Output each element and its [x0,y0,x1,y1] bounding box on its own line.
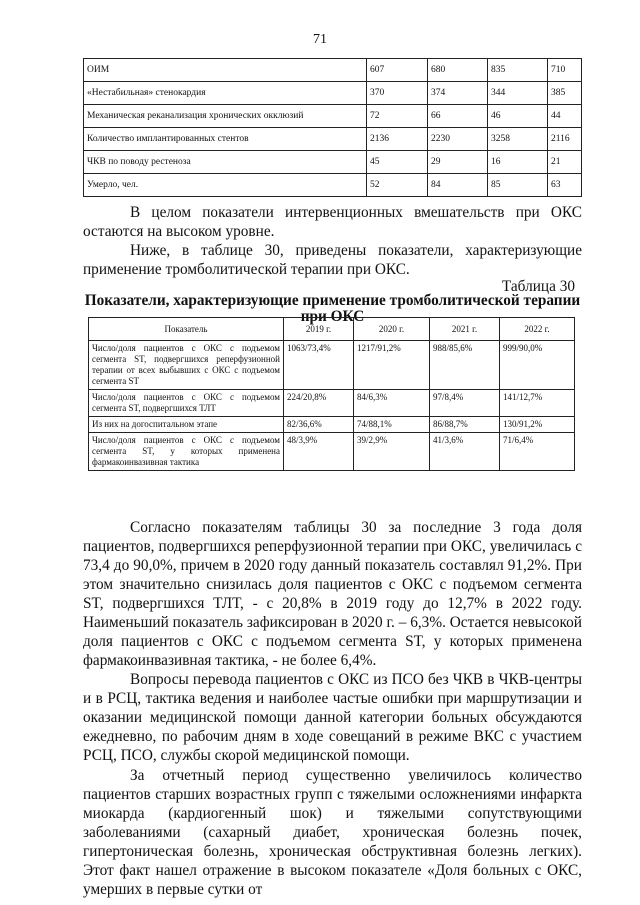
value-cell: 835 [488,59,548,82]
value-cell: 82/36,6% [284,417,354,433]
row-label: ОИМ [84,59,367,82]
value-cell: 97/8,4% [430,390,500,417]
value-cell: 29 [428,151,488,174]
row-label: Из них на догоспитальном этапе [89,417,284,433]
value-cell: 84/6,3% [354,390,430,417]
value-cell: 344 [488,82,548,105]
paragraph-summary: В целом показатели интервенционных вмешательств при ОКС остаются на высоком уровне. [83,204,582,240]
value-cell: 44 [548,105,582,128]
value-cell: 46 [488,105,548,128]
column-header: 2022 г. [500,318,575,341]
table-row [89,390,575,417]
paragraph-routing: Вопросы перевода пациентов с ОКС из ПСО без ЧКВ в ЧКВ-центры и в РСЦ, тактика ведения и наиболее частые ошибки при маршрутизации и оказании медицинской помощи данной категории больных обсуждаются ежедневно, по рабочим дням в ходе совещаний в режиме ВКС с участием РСЦ, ПСО, службы скорой медицинской помощи. [83,671,582,764]
value-cell: 63 [548,174,582,197]
value-cell: 224/20,8% [284,390,354,417]
value-cell: 84 [428,174,488,197]
row-label: «Нестабильная» стенокардия [84,82,367,105]
table-row [89,433,575,471]
row-label: Число/доля пациентов с ОКС с подъемом сегмента ST, подвергшихся реперфузионной терапии от всех выбывших с ОКС с подъемом сегмента ST [89,341,284,390]
column-header: Показатель [89,318,284,341]
value-cell: 52 [367,174,428,197]
row-label: Механическая реканализация хронических окклюзий [84,105,367,128]
paragraph-elderly-patients: За отчетный период существенно увеличилось количество пациентов старших возрастных групп с тяжелыми осложнениями инфаркта миокарда (кардиогенный шок) и тяжелыми сопутствующими заболеваниями (сахарный диабет, хроническая болезнь почек, гипертоническая болезнь, хроническая обструктивная болезнь легких). Этот факт нашел отражение в высоком показателе «Доля больных с ОКС, умерших в первые сутки от [83,767,582,898]
value-cell: 999/90,0% [500,341,575,390]
value-cell: 2230 [428,128,488,151]
value-cell: 988/85,6% [430,341,500,390]
value-cell: 86/88,7% [430,417,500,433]
row-label: Количество имплантированных стентов [84,128,367,151]
value-cell: 41/3,6% [430,433,500,471]
row-label: Умерло, чел. [84,174,367,197]
value-cell: 607 [367,59,428,82]
value-cell: 71/6,4% [500,433,575,471]
table-row [84,128,582,151]
table-row [84,105,582,128]
value-cell: 2116 [548,128,582,151]
value-cell: 16 [488,151,548,174]
value-cell: 72 [367,105,428,128]
value-cell: 370 [367,82,428,105]
value-cell: 1063/73,4% [284,341,354,390]
value-cell: 680 [428,59,488,82]
row-label: ЧКВ по поводу рестеноза [84,151,367,174]
row-label: Число/доля пациентов с ОКС с подъемом сегмента ST, подвергшихся ТЛТ [89,390,284,417]
row-label: Число/доля пациентов с ОКС с подъемом сегмента ST, у которых применена фармакоинвазивная тактика [89,433,284,471]
header-row [89,318,575,341]
value-cell: 39/2,9% [354,433,430,471]
value-cell: 21 [548,151,582,174]
value-cell: 2136 [367,128,428,151]
table-label: Таблица 30 [501,278,575,295]
column-header: 2021 г. [430,318,500,341]
value-cell: 74/88,1% [354,417,430,433]
table-title: Показатели, характеризующие применение тромболитической терапии при ОКС [84,292,581,325]
paragraph-analysis: Согласно показателям таблицы 30 за последние 3 года доля пациентов, подвергшихся реперфузионной терапии при ОКС, увеличилась с 73,4 до 90,0%, причем в 2020 году данный показатель составлял 91,2%. При этом значительно снизилась доля пациентов с ОКС с подъемом сегмента ST, подвергшихся ТЛТ, - с 20,8% в 2019 году до 12,7% в 2022 году. Наименьший показатель зафиксирован в 2020 г. – 6,3%. Остается невысокой доля пациентов с ОКС с подъемом сегмента ST, у которых применена фармакоинвазивная тактика, - не более 6,4%. [83,519,582,669]
value-cell: 374 [428,82,488,105]
column-header: 2020 г. [354,318,430,341]
value-cell: 130/91,2% [500,417,575,433]
value-cell: 45 [367,151,428,174]
value-cell: 48/3,9% [284,433,354,471]
value-cell: 3258 [488,128,548,151]
value-cell: 85 [488,174,548,197]
page-number: 71 [313,32,327,47]
table-row [84,82,582,105]
table-row [84,174,582,197]
table-row [89,341,575,390]
column-header: 2019 г. [284,318,354,341]
value-cell: 141/12,7% [500,390,575,417]
value-cell: 1217/91,2% [354,341,430,390]
value-cell: 66 [428,105,488,128]
table-row [89,417,575,433]
table-row [84,151,582,174]
thrombolytic-therapy-table [88,317,575,471]
interventions-table [83,58,582,197]
value-cell: 385 [548,82,582,105]
table-row [84,59,582,82]
value-cell: 710 [548,59,582,82]
paragraph-intro-table30: Ниже, в таблице 30, приведены показатели, характеризующие применение тромболитической терапии при ОКС. [83,242,582,278]
